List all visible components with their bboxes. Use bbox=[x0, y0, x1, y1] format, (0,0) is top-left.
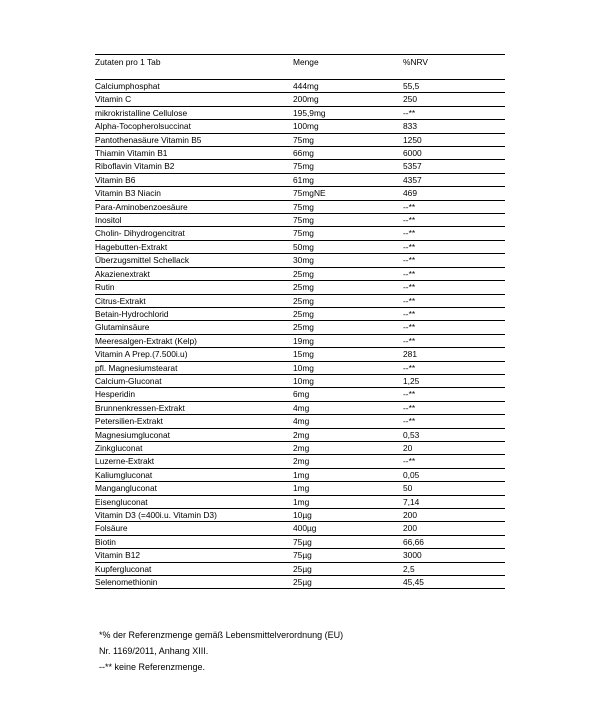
ingredient-amount: 66mg bbox=[293, 147, 403, 160]
ingredient-amount: 75µg bbox=[293, 535, 403, 548]
ingredient-nrv: --** bbox=[403, 294, 505, 307]
table-row bbox=[95, 106, 505, 119]
ingredient-name: Vitamin A Prep.(7.500i.u) bbox=[95, 348, 293, 361]
ingredient-amount: 25mg bbox=[293, 267, 403, 280]
table-row bbox=[95, 173, 505, 186]
footnote-line-2: Nr. 1169/2011, Anhang XIII. bbox=[99, 646, 209, 656]
spacer-cell bbox=[95, 70, 293, 80]
table-row bbox=[95, 482, 505, 495]
ingredient-nrv: --** bbox=[403, 106, 505, 119]
ingredient-nrv: 0,53 bbox=[403, 428, 505, 441]
ingredient-amount: 75mg bbox=[293, 227, 403, 240]
ingredient-name: Riboflavin Vitamin B2 bbox=[95, 160, 293, 173]
ingredient-name: Vitamin C bbox=[95, 93, 293, 106]
table-row bbox=[95, 334, 505, 347]
ingredient-amount: 10µg bbox=[293, 509, 403, 522]
ingredient-nrv: 281 bbox=[403, 348, 505, 361]
ingredient-amount: 2mg bbox=[293, 455, 403, 468]
table-row bbox=[95, 267, 505, 280]
ingredient-name: Calcium-Gluconat bbox=[95, 374, 293, 387]
ingredient-amount: 6mg bbox=[293, 388, 403, 401]
ingredient-nrv: --** bbox=[403, 200, 505, 213]
ingredient-amount: 15mg bbox=[293, 348, 403, 361]
ingredient-amount: 75mg bbox=[293, 200, 403, 213]
ingredient-amount: 75mgNE bbox=[293, 187, 403, 200]
table-row bbox=[95, 227, 505, 240]
ingredient-name: Vitamin D3 (=400i.u. Vitamin D3) bbox=[95, 509, 293, 522]
ingredient-nrv: --** bbox=[403, 214, 505, 227]
ingredient-nrv: --** bbox=[403, 227, 505, 240]
ingredient-name: Betain-Hydrochlorid bbox=[95, 307, 293, 320]
ingredient-nrv: 7,14 bbox=[403, 495, 505, 508]
table-row bbox=[95, 495, 505, 508]
ingredient-nrv: --** bbox=[403, 334, 505, 347]
table-row bbox=[95, 348, 505, 361]
ingredient-nrv: 250 bbox=[403, 93, 505, 106]
ingredient-nrv: 6000 bbox=[403, 147, 505, 160]
ingredient-name: Mangangluconat bbox=[95, 482, 293, 495]
ingredient-name: Kaliumgluconat bbox=[95, 468, 293, 481]
ingredient-nrv: --** bbox=[403, 254, 505, 267]
ingredient-nrv: 20 bbox=[403, 441, 505, 454]
table-row bbox=[95, 133, 505, 146]
table-row bbox=[95, 240, 505, 253]
table-row bbox=[95, 468, 505, 481]
ingredient-amount: 75mg bbox=[293, 160, 403, 173]
ingredient-amount: 4mg bbox=[293, 401, 403, 414]
ingredient-name: Hagebutten-Extrakt bbox=[95, 240, 293, 253]
ingredient-nrv: --** bbox=[403, 281, 505, 294]
ingredient-name: Pantothenasäure Vitamin B5 bbox=[95, 133, 293, 146]
ingredient-amount: 75mg bbox=[293, 133, 403, 146]
ingredient-nrv: --** bbox=[403, 321, 505, 334]
footnote-line-1: *% der Referenzmenge gemäß Lebensmittelverordnung (EU) bbox=[99, 630, 344, 640]
table-row bbox=[95, 428, 505, 441]
table-row bbox=[95, 281, 505, 294]
ingredient-nrv: 66,66 bbox=[403, 535, 505, 548]
nutrition-table-container bbox=[95, 54, 505, 589]
ingredient-name: Rutin bbox=[95, 281, 293, 294]
ingredient-name: Para-Aminobenzoesäure bbox=[95, 200, 293, 213]
ingredient-amount: 61mg bbox=[293, 173, 403, 186]
ingredient-nrv: 0,05 bbox=[403, 468, 505, 481]
ingredient-nrv: --** bbox=[403, 455, 505, 468]
table-row bbox=[95, 401, 505, 414]
ingredient-amount: 75µg bbox=[293, 549, 403, 562]
ingredient-amount: 1mg bbox=[293, 495, 403, 508]
ingredient-nrv: --** bbox=[403, 401, 505, 414]
ingredient-amount: 25mg bbox=[293, 281, 403, 294]
table-row bbox=[95, 549, 505, 562]
ingredient-name: Zinkgluconat bbox=[95, 441, 293, 454]
ingredient-nrv: 4357 bbox=[403, 173, 505, 186]
table-row bbox=[95, 214, 505, 227]
footnote-line-3: --** keine Referenzmenge. bbox=[99, 662, 206, 672]
ingredient-nrv: 3000 bbox=[403, 549, 505, 562]
ingredient-name: Alpha-Tocopherolsuccinat bbox=[95, 120, 293, 133]
nutrition-table-body bbox=[95, 80, 505, 589]
ingredient-nrv: 200 bbox=[403, 522, 505, 535]
ingredient-amount: 2mg bbox=[293, 441, 403, 454]
ingredient-amount: 400µg bbox=[293, 522, 403, 535]
ingredient-nrv: 2,5 bbox=[403, 562, 505, 575]
table-row bbox=[95, 415, 505, 428]
nutrition-table bbox=[95, 54, 505, 589]
ingredient-name: Folsäure bbox=[95, 522, 293, 535]
table-row bbox=[95, 187, 505, 200]
ingredient-name: Vitamin B3 Niacin bbox=[95, 187, 293, 200]
ingredient-name: Cholin- Dihydrogencitrat bbox=[95, 227, 293, 240]
table-header-spacer bbox=[95, 70, 505, 80]
ingredient-name: Inositol bbox=[95, 214, 293, 227]
ingredient-nrv: 55,5 bbox=[403, 80, 505, 93]
table-row bbox=[95, 120, 505, 133]
ingredient-nrv: --** bbox=[403, 361, 505, 374]
ingredient-nrv: --** bbox=[403, 388, 505, 401]
ingredient-amount: 195,9mg bbox=[293, 106, 403, 119]
ingredient-amount: 2mg bbox=[293, 428, 403, 441]
ingredient-name: Eisengluconat bbox=[95, 495, 293, 508]
ingredient-nrv: 833 bbox=[403, 120, 505, 133]
column-header-amount: Menge bbox=[293, 55, 403, 71]
ingredient-name: Magnesiumgluconat bbox=[95, 428, 293, 441]
ingredient-name: Citrus-Extrakt bbox=[95, 294, 293, 307]
ingredient-amount: 4mg bbox=[293, 415, 403, 428]
ingredient-amount: 50mg bbox=[293, 240, 403, 253]
ingredient-nrv: 45,45 bbox=[403, 576, 505, 589]
table-row bbox=[95, 80, 505, 93]
ingredient-nrv: 50 bbox=[403, 482, 505, 495]
ingredient-name: mikrokristalline Cellulose bbox=[95, 106, 293, 119]
table-row bbox=[95, 576, 505, 589]
table-row bbox=[95, 93, 505, 106]
ingredient-nrv: 1,25 bbox=[403, 374, 505, 387]
table-row bbox=[95, 361, 505, 374]
table-row bbox=[95, 522, 505, 535]
ingredient-amount: 10mg bbox=[293, 374, 403, 387]
ingredient-amount: 25µg bbox=[293, 562, 403, 575]
column-header-name: Zutaten pro 1 Tab bbox=[95, 55, 293, 71]
table-row bbox=[95, 200, 505, 213]
footnotes bbox=[99, 627, 519, 675]
ingredient-name: pfl. Magnesiumstearat bbox=[95, 361, 293, 374]
ingredient-nrv: 469 bbox=[403, 187, 505, 200]
ingredient-name: Hesperidin bbox=[95, 388, 293, 401]
table-row bbox=[95, 509, 505, 522]
table-row bbox=[95, 388, 505, 401]
ingredient-amount: 25mg bbox=[293, 307, 403, 320]
ingredient-name: Kupfergluconat bbox=[95, 562, 293, 575]
ingredient-name: Biotin bbox=[95, 535, 293, 548]
ingredient-name: Glutaminsäure bbox=[95, 321, 293, 334]
table-row bbox=[95, 535, 505, 548]
ingredient-name: Thiamin Vitamin B1 bbox=[95, 147, 293, 160]
table-row bbox=[95, 455, 505, 468]
ingredient-name: Brunnenkressen-Extrakt bbox=[95, 401, 293, 414]
table-header-row bbox=[95, 55, 505, 71]
table-row bbox=[95, 160, 505, 173]
ingredient-name: Calciumphosphat bbox=[95, 80, 293, 93]
ingredient-amount: 19mg bbox=[293, 334, 403, 347]
ingredient-nrv: 200 bbox=[403, 509, 505, 522]
spacer-cell bbox=[403, 70, 505, 80]
table-row bbox=[95, 441, 505, 454]
table-row bbox=[95, 294, 505, 307]
ingredient-amount: 25µg bbox=[293, 576, 403, 589]
ingredient-name: Petersilien-Extrakt bbox=[95, 415, 293, 428]
ingredient-nrv: --** bbox=[403, 267, 505, 280]
ingredient-nrv: --** bbox=[403, 307, 505, 320]
ingredient-name: Luzerne-Extrakt bbox=[95, 455, 293, 468]
ingredient-nrv: 1250 bbox=[403, 133, 505, 146]
ingredient-nrv: --** bbox=[403, 240, 505, 253]
ingredient-name: Akazienextrakt bbox=[95, 267, 293, 280]
ingredient-amount: 10mg bbox=[293, 361, 403, 374]
table-row bbox=[95, 147, 505, 160]
ingredient-amount: 200mg bbox=[293, 93, 403, 106]
spacer-cell bbox=[293, 70, 403, 80]
ingredient-amount: 1mg bbox=[293, 482, 403, 495]
ingredient-name: Vitamin B6 bbox=[95, 173, 293, 186]
ingredient-name: Überzugsmittel Schellack bbox=[95, 254, 293, 267]
table-row bbox=[95, 321, 505, 334]
ingredient-name: Vitamin B12 bbox=[95, 549, 293, 562]
table-row bbox=[95, 374, 505, 387]
table-row bbox=[95, 254, 505, 267]
column-header-nrv: %NRV bbox=[403, 55, 505, 71]
ingredient-amount: 25mg bbox=[293, 321, 403, 334]
ingredient-name: Selenomethionin bbox=[95, 576, 293, 589]
ingredient-nrv: 5357 bbox=[403, 160, 505, 173]
ingredient-amount: 25mg bbox=[293, 294, 403, 307]
ingredient-amount: 75mg bbox=[293, 214, 403, 227]
table-row bbox=[95, 307, 505, 320]
ingredient-amount: 444mg bbox=[293, 80, 403, 93]
ingredient-amount: 30mg bbox=[293, 254, 403, 267]
table-row bbox=[95, 562, 505, 575]
ingredient-amount: 100mg bbox=[293, 120, 403, 133]
ingredient-name: Meeresalgen-Extrakt (Kelp) bbox=[95, 334, 293, 347]
ingredient-nrv: --** bbox=[403, 415, 505, 428]
ingredient-amount: 1mg bbox=[293, 468, 403, 481]
